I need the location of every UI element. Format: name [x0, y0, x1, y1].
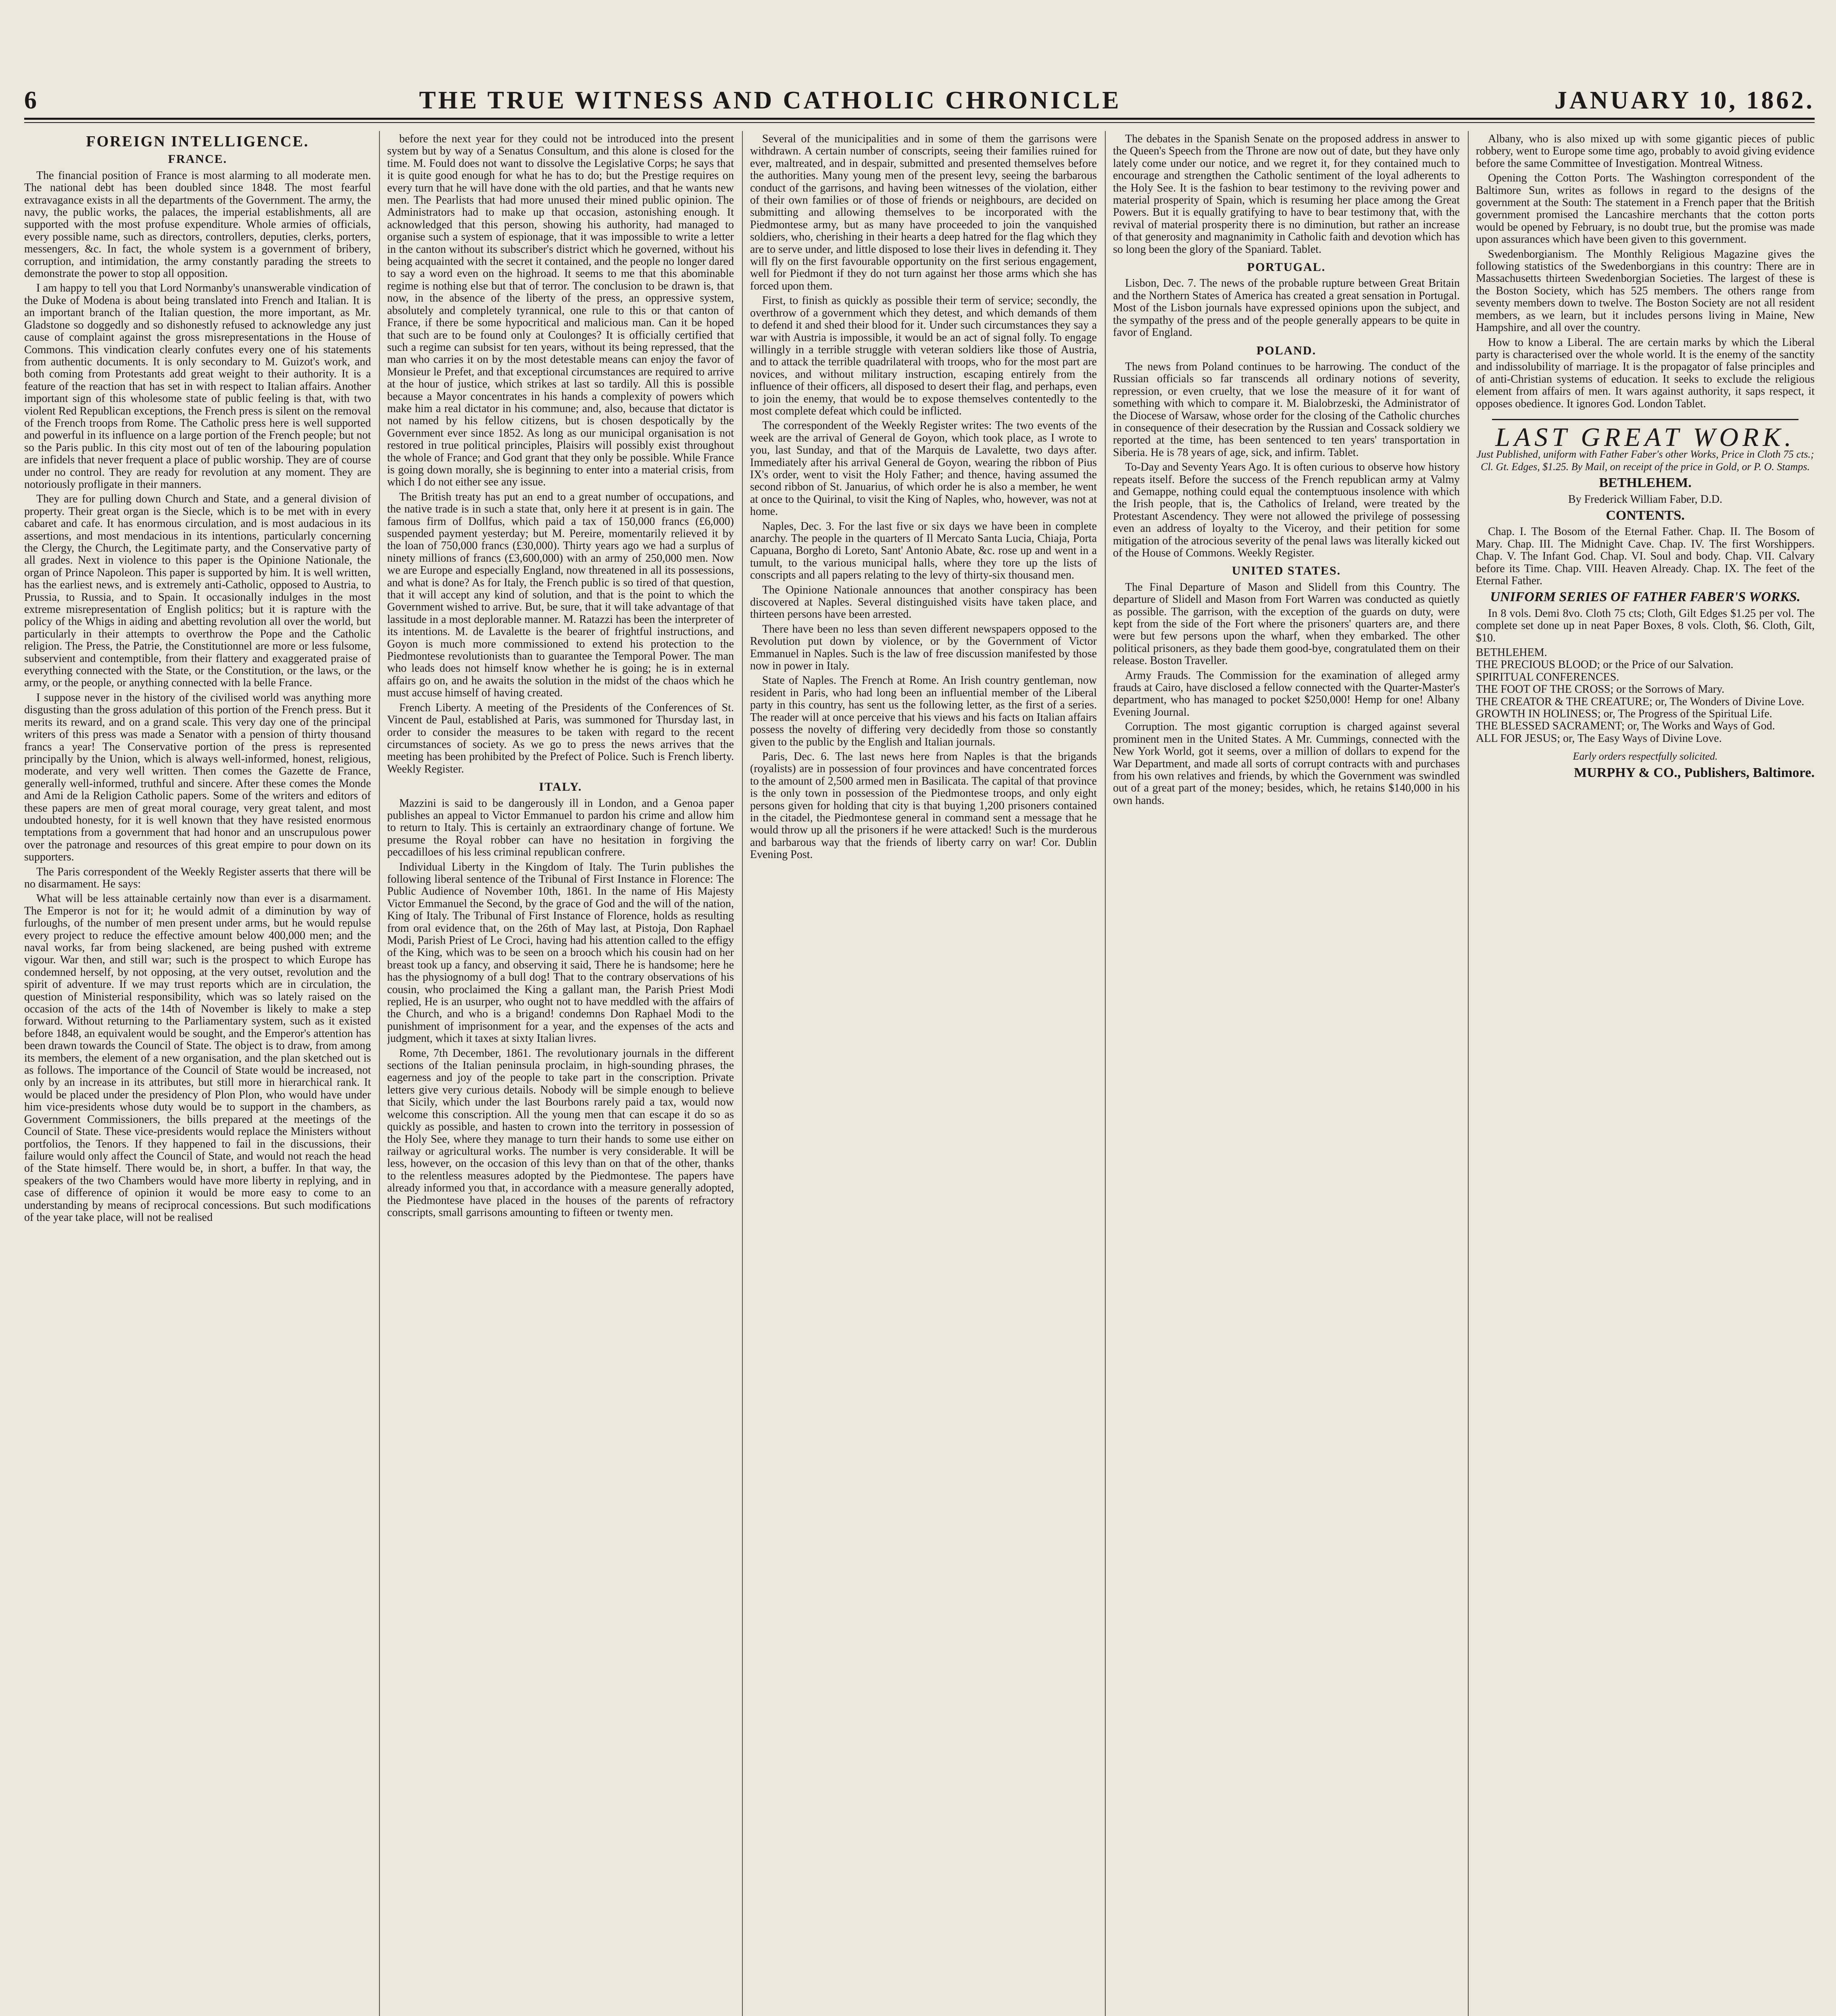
column-4 [1113, 133, 1460, 2016]
subheading-portugal: PORTUGAL. [1247, 260, 1326, 274]
subheading-italy: ITALY. [539, 780, 582, 794]
ad-contents-title: CONTENTS. [1606, 508, 1685, 523]
article-paragraph: Swedenborgianism. The Monthly Religious Magazine gives the following statistics of the Swedenborgians in this country: There are in Massachusetts thirteen Swedenborgian Societies. The largest of these is the Boston Society, which has 525 members. The others range from seventy members down to twelve. The Boston Society are not all resident members, as we learn, but it includes persons living in Maine, New Hampshire, and all over the country. [1476, 248, 1815, 334]
article-paragraph: Several of the municipalities and in some of them the garrisons were withdrawn. A certain number of conscripts, seeing their families ruined for ever, maltreated, and in despair, submitted and presented themselves before the authorities. Many young men of the present levy, seeing the barbarous conduct of the garrisons, and having been witnesses of the violation, either of their own families or of those of friends or neighbours, are decided on submitting and allowing themselves to be incorporated with the Piedmontese army, but as many have proceeded to join the vanquished soldiers, who, cherishing in their hearts a deep hatred for the flag which they are to serve under, and little disposed to lose their lives in defending it. They will fly on the first favourable opportunity on the first serious engagement, well for Piedmont if they do not turn against her those arms which she has forced upon them. [750, 133, 1097, 292]
masthead-rule [24, 118, 1815, 120]
column-divider [742, 131, 743, 2016]
ad-footer-note: Early orders respectfully solicited. [1573, 750, 1718, 762]
advertisement-rule [1492, 419, 1798, 420]
section-heading-foreign: FOREIGN INTELLIGENCE. [86, 133, 309, 150]
masthead-rule-thin [24, 122, 1815, 123]
subheading-france: FRANCE. [168, 152, 227, 166]
ad-series-text: In 8 vols. Demi 8vo. Cloth 75 cts; Cloth, Gilt Edges $1.25 per vol. The complete set done up in neat Paper Boxes, 8 vols. Cloth, $6. Cloth, Gilt, $10. [1476, 607, 1815, 644]
article-paragraph: What will be less attainable certainly now than ever is a disarmament. The Emperor is not for it; he would admit of a diminution by way of furloughs, of the number of men present under arms, but he would repulse every project to reduce the effective amount below 400,000 men; and the naval works, far from being slackened, are being pushed with extreme vigour. War then, and still war; such is the prospect to which Europe has condemned herself, by not opposing, at the very outset, revolution and the spirit of adventure. If we may trust reports which are in circulation, the question of Ministerial responsibility, which was so lately raised on the occasion of the acts of the 14th of November is likely to make a step forward. Without returning to the Parliamentary system, such as it existed before 1848, an equivalent would be sought, and the Emperor's attention has been drawn towards the Council of State. The object is to draw, from among its members, the element of a new organisation, and the plan sketched out is as follows. The importance of the Council of State would be increased, not only by an increase in its attributes, but still more in hierarchical rank. It would be placed under the presidency of Plon Plon, who would have under him vice-presidents whose duty would be to support in the chambers, as Government Commissioners, the bills prepared at the meetings of the Council of State. These vice-presidents would replace the Ministers without portfolios, the Tenors. If they happened to fail in the discussions, their failure would only affect the Council of State, and would not reach the head of the State himself. There would be, in short, a buffer. In that way, the speakers of the two Chambers would have more liberty in replying, and in case of difference of opinion it would be more easy to come to an understanding by means of reciprocal concessions. But such modifications of the year take place, will not be realised [24, 892, 371, 1224]
column-divider [1468, 131, 1469, 2016]
article-paragraph: Paris, Dec. 6. The last news here from Naples is that the brigands (royalists) are in possession of four provinces and have concentrated forces to the amount of 2,500 armed men in Basilicata. The capital of that province is the only town in possession of the Piedmontese troops, and only eight persons given for holding that city is that buying 1,200 prisoners contained in the citadel, the Piedmontese general in command sent a message that he would throw up all the prisoners if he were attacked! Such is the murderous and barbarous way that the friends of liberty carry on war! Cor. Dublin Evening Post. [750, 750, 1097, 861]
ad-work-item: SPIRITUAL CONFERENCES. [1476, 671, 1619, 683]
article-paragraph: Individual Liberty in the Kingdom of Italy. The Turin publishes the following liberal sentence of the Tribunal of First Instance in Florence: The Public Audience of November 10th, 1861. In the name of His Majesty Victor Emmanuel the Second, by the grace of God and the will of the nation, King of Italy. The Tribunal of First Instance of Florence, holds as resulting from oral evidence that, on the 26th of May last, at Pistoja, Don Raphael Modi, Parish Priest of Le Croci, having had his attention called to the effigy of the King, which was to be seen on a brooch which his cousin had on her breast took up a fancy, and observing it said, There he is handsome; here he has the physiognomy of a bull dog! That to the contrary observations of his cousin, who proclaimed the King a gallant man, the Parish Priest Modi replied, He is an usurper, who ought not to have meddled with the affairs of the Church, and who is a brigand! condemns Don Raphael Modi to the punishment of imprisonment for a year, and the expenses of the acts and judgment, which it taxes at sixty Italian livres. [387, 860, 734, 1045]
ad-work-item: ALL FOR JESUS; or, The Easy Ways of Divine Love. [1476, 732, 1722, 745]
masthead [24, 87, 1815, 115]
column-5 [1476, 133, 1815, 2016]
column-2 [387, 133, 734, 2016]
ad-work-item: THE PRECIOUS BLOOD; or the Price of our Salvation. [1476, 658, 1734, 671]
article-paragraph: Naples, Dec. 3. For the last five or six days we have been in complete anarchy. The people in the quarters of Il Mercato Santa Lucia, Chiaja, Porta Capuana, Borgho di Loreto, Sant' Antonio Abate, &c. rose up and went in a tumult, to the various municipal halls, where they tore up the lists of conscripts and all papers relating to the levy of thirty-six thousand men. [750, 520, 1097, 582]
article-paragraph: Albany, who is also mixed up with some gigantic pieces of public robbery, went to Europe some time ago, probably to avoid giving evidence before the same Committee of Investigation. Montreal Witness. [1476, 133, 1815, 170]
ad-work-item: BETHLEHEM. [1476, 646, 1547, 659]
ad-work-item: GROWTH IN HOLINESS; or, The Progress of the Spiritual Life. [1476, 708, 1772, 721]
article-paragraph: First, to finish as quickly as possible their term of service; secondly, the overthrow of a government which they detest, and which demands of them to defend it and shed their blood for it. Under such circumstances they say a war with Austria is impossible, it would be an act of signal folly. To engage willingly in a terrible struggle with veteran soldiers like those of Austria, and to attack the terrible quadrilateral with troops, who for the most part are novices, and without military instruction, escaping entirely from the influence of their officers, all disposed to desert their flag, and perhaps, even to join the enemy, that would be to expose themselves contentedly to the most complete defeat which could be inflicted. [750, 294, 1097, 417]
ad-author: By Frederick William Faber, D.D. [1568, 493, 1723, 506]
ad-work-item: THE BLESSED SACRAMENT; or, The Works and Ways of God. [1476, 720, 1775, 733]
article-paragraph: Lisbon, Dec. 7. The news of the probable rupture between Great Britain and the Northern States of America has created a great sensation in Portugal. Most of the Lisbon journals have expressed opinions upon the subject, and the sympathy of the press and of the people generally appears to be quite in favor of England. [1113, 277, 1460, 339]
article-paragraph: Rome, 7th December, 1861. The revolutionary journals in the different sections of the Italian peninsula proclaim, in high-sounding phrases, the eagerness and joy of the people to take part in the conscription. Private letters give very curious details. Nobody will be simple enough to believe that Sicily, which under the last Bourbons rarely paid a tax, would now welcome this conscription. All the young men that can escape it do so as quickly as possible, and hasten to crown into the territory in possession of the Holy See, where they manage to turn their hands to some use either on railway or agricultural works. The number is very considerable. It will be less, however, on the occasion of this levy than on that of the other, thanks to the relentless measures adopted by the Piedmontese. The papers have already informed you that, in accordance with a measure generally adopted, the Piedmontese have placed in the houses of the parents of refractory conscripts, small garrisons amounting to fifteen or twenty men. [387, 1047, 734, 1219]
ad-contents: Chap. I. The Bosom of the Eternal Father. Chap. II. The Bosom of Mary. Chap. III. The Midnight Cave. Chap. IV. The first Worshippers. Chap. V. The Infant God. Chap. VI. Soul and body. Chap. VII. Calvary before its Time. Chap. VIII. Heaven Already. Chap. IX. The feet of the Eternal Father. [1476, 525, 1815, 587]
ad-series-title: UNIFORM SERIES OF FATHER FABER'S WORKS. [1490, 589, 1801, 605]
article-paragraph: The financial position of France is most alarming to all moderate men. The national debt has been doubled since 1848. The most fearful extravagance exists in all the departments of the Government. The army, the navy, the public works, the palaces, the imperial establishments, all are supported with the most profuse expenditure. Whole armies of officials, every possible name, such as directors, controllers, deputies, clerks, porters, messengers, &c. In fact, the whole system is a government of bribery, corruption, and intimidation, the army constantly parading the streets to demonstrate the power to stop all opposition. [24, 169, 371, 280]
article-paragraph: Mazzini is said to be dangerously ill in London, and a Genoa paper publishes an appeal to Victor Emmanuel to pardon his crime and allow him to return to Italy. This is certainly an extraordinary change of fortune. We presume the Royal robber can have no hesitation in forgiving the peccadilloes of his less criminal republican confrere. [387, 797, 734, 859]
article-paragraph: The Final Departure of Mason and Slidell from this Country. The departure of Slidell and Mason from Fort Warren was conducted as quietly as possible. The garrison, with the exception of the guards on duty, were kept from the side of the Fort where the prisoners' quarters are, and there were but few persons upon the wharf, when they embarked. The other political prisoners, as they bade them good-bye, congratulated them on their release. Boston Traveller. [1113, 581, 1460, 667]
article-paragraph: before the next year for they could not be introduced into the present system but by way of a Senatus Consultum, and this alone is closed for the time. M. Fould does not want to dissolve the Legislative Corps; he says that it is quite good enough for what he has to do; but the Prestige requires on every turn that he will have done with the old parties, and that he wants new men. The Pearlists that had more unused their mined public opinion. The Administrators had to make up that occasion, astonishing enough. It acknowledged that this person, showing his authority, had managed to organise such a system of espionage, that it was impossible to write a letter in the canton without its subscriber's district which he governed, without his being acquainted with the secret it contained, and the people no longer dared to say a word even on the highroad. It seems to me that this abominable regime is nothing else but that of terror. The conclusion to be drawn is, that now, in the absence of the liberty of the press, an oppressive system, absolutely and completely tyrannical, one rule to this or that canton of France, if there be some hypocritical and malicious man. Can it be hoped that such are to be found only at Coulonges? It is officially certified that such a regime can subsist for ten years, without its being repressed, that the man who carries it on by the most detestable means can enjoy the favor of Monsieur le Prefet, and that exceptional circumstances are required to arrive at the hour of justice, which strikes at last so tardily. All this is possible because a Mayor concentrates in his hands a complexity of powers which make him a real dictator in his commune; and, also, because that dictator is not named by his fellow citizens, but is chosen despotically by the Government ever since 1852. As long as our municipal organisation is not restored in true political principles, Plaisirs will possibly exist throughout the whole of France; and God grant that they only be possible. While France is going down morally, she is beginning to enter into a material crisis, from which I do not either see any issue. [387, 133, 734, 489]
ad-book-title: BETHLEHEM. [1599, 475, 1692, 491]
article-paragraph: I suppose never in the history of the civilised world was anything more disgusting than the gross adulation of this portion of the French press. But it merits its reward, and on a grand scale. This very day one of the principal writers of this press was made a Senator with a pension of thirty thousand francs a year! The Conservative portion of the press is represented principally by the Union, which is always well-informed, honest, religious, moderate, and very well written. Then comes the Gazette de France, generally well-informed, truthful and sincere. After these comes the Monde and Ami de la Religion Catholic papers. Some of the writers and editors of these papers are men of great moral courage, very great talent, and most undoubted honesty, for it is well known that they have resisted enormous temptations from a government that had honor and an unscrupulous power over the patronage and resources of this great empire to pour down on its supporters. [24, 691, 371, 864]
column-1 [24, 133, 371, 2016]
ad-work-item: THE FOOT OF THE CROSS; or the Sorrows of Mary. [1476, 683, 1725, 696]
article-paragraph: Army Frauds. The Commission for the examination of alleged army frauds at Cairo, have disclosed a fellow connected with the Quarter-Master's department, who has managed to pocket $250,000! Hemp for one! Albany Evening Journal. [1113, 669, 1460, 719]
article-paragraph: The Opinione Nationale announces that another conspiracy has been discovered at Naples. Several distinguished visits have taken place, and thirteen persons have been arrested. [750, 583, 1097, 621]
article-paragraph: The British treaty has put an end to a great number of occupations, and the native trade is in such a state that, only here it at present is in gain. The famous firm of Dollfus, which paid a tax of 150,000 francs (£6,000) suspended payment yesterday; but M. Pereire, momentarily relieved it by the loan of 750,000 francs (£30,000). Thirty years ago we had a surplus of ninety millions of francs (£3,600,000) with an army of 250,000 men. Now we are Europe and especially England, now threatened in all its possessions, and what is done? As for Italy, the French public is so tired of that question, that it will accept any kind of solution, and that is the point to which the Government wished to arrive. But, be sure, that it will take advantage of that lassitude in a most deplorable manner. M. Ratazzi has been the interpreter of its intentions. M. de Lavalette is the bearer of frightful instructions, and Goyon is much more commissioned to extend his protection to the Piedmontese revolutionists than to guarantee the Temporal Power. The man who leads does not himself know whether he is going; he is in external affairs go on, and he awaits the solution in the midst of the chaos which he must accuse himself of having created. [387, 490, 734, 700]
article-paragraph: The debates in the Spanish Senate on the proposed address in answer to the Queen's Speech from the Throne are now out of date, but they have only lately come under our notice, and we regret it, for they contained much to encourage and strengthen the Catholic sentiment of the loyal adherents to the Holy See. It is the fashion to bear testimony to the reviving power and material prosperity of Spain, which is resuming her place among the Great Powers. But it is equally gratifying to have to bear testimony that, with the revival of material prosperity there is no diminution, but rather an increase of that generosity and magnanimity in Catholic faith and devotion which has so long been the glory of the Spaniard. Tablet. [1113, 133, 1460, 256]
newspaper-title: THE TRUE WITNESS AND CATHOLIC CHRONICLE [419, 87, 1121, 114]
column-divider [1105, 131, 1106, 2016]
article-paragraph: State of Naples. The French at Rome. An Irish country gentleman, now resident in Paris, who had long been an influential member of the Liberal party in this country, has sent us the following letter, as the first of a series. The reader will at once perceive that his views and his facts on Italian affairs possess the novelty of differing very decidedly from those so constantly given to the public by the English and Italian journals. [750, 674, 1097, 748]
column-3 [750, 133, 1097, 2016]
article-paragraph: To-Day and Seventy Years Ago. It is often curious to observe how history repeats itself. Before the success of the French republican army at Valmy and Gemappe, nothing could equal the contemptuous insolence with which the Irish people, that is, the Catholics of Ireland, were treated by the Protestant Ascendency. They were not allowed the privilege of possessing even an address of loyalty to the Viceroy, and their petition for some mitigation of the atrocious severity of the penal laws was literally kicked out of the House of Commons. Weekly Register. [1113, 461, 1460, 559]
subheading-poland: POLAND. [1256, 344, 1317, 357]
article-paragraph: They are for pulling down Church and State, and a general division of property. Their great organ is the Siecle, which is to be met with in every cabaret and cafe. It has enormous circulation, and is most audacious in its assertions, and most mendacious in its intentions, particularly concerning the Clergy, the Church, the Legitimate party, and the Conservative party of all grades. Next in violence to this paper is the Opinione Nationale, the organ of Prince Napoleon. This paper is supported by him. It is well written, has the earliest news, and is extremely anti-Catholic, opposed to Austria, to Prussia, to Russia, and to Spain. It occasionally indulges in the most extreme misrepresentation of English politics; but it is rapture with the policy of the Whigs in aiding and abetting revolution all over the world, but particularly in their attempts to overthrow the Pope and the Catholic religion. The Press, the Patrie, the Constitutionnel are more or less fulsome, subservient and contemptible, from their flattery and exaggerated praise of everything connected with the State, or the Constitution, or the laws, or the army, or the people, or anything connected with la belle France. [24, 493, 371, 689]
ad-headline: LAST GREAT WORK. [1495, 422, 1795, 452]
issue-date: JANUARY 10, 1862. [1554, 87, 1815, 114]
article-paragraph: How to know a Liberal. The are certain marks by which the Liberal party is characterised over the whole world. It is the enemy of the sanctity and indissolubility of marriage. It is the propagator of false principles and of anti-Christian systems of education. It seeks to exclude the religious element from affairs of men. It wars against authority, it saps respect, it opposes obedience. It ignores God. London Tablet. [1476, 336, 1815, 410]
ad-works-list [1476, 647, 1815, 745]
article-paragraph: The Paris correspondent of the Weekly Register asserts that there will be no disarmament. He says: [24, 865, 371, 890]
ad-work-item: THE CREATOR & THE CREATURE; or, The Wonders of Divine Love. [1476, 695, 1805, 708]
article-paragraph: The news from Poland continues to be harrowing. The conduct of the Russian officials so far transcends all ordinary notions of severity, repression, or even cruelty, that we lose the measure of it for want of something with which to compare it. M. Bialobrzeski, the Administrator of the Diocese of Warsaw, whose order for the closing of the Catholic churches in consequence of their desecration by the Russian and Cossack soldiery we reported at the time, has been sentenced to ten years' transportation in Siberia. He is 78 years of age, sick, and infirm. Tablet. [1113, 360, 1460, 459]
column-divider [379, 131, 380, 2016]
page-number: 6 [24, 87, 39, 114]
advertisement-faber [1476, 422, 1815, 780]
article-paragraph: I am happy to tell you that Lord Normanby's unanswerable vindication of the Duke of Modena is about being translated into French and Italian. It is an important branch of the Italian question, the more important, as Mr. Gladstone so doggedly and so dishonestly refused to acknowledge any just cause of complaint against the gross misrepresentations in the House of Commons. This vindication clearly confutes every one of his statements from authentic documents. It is only secondary to M. Guizot's work, and both coming from Protestants add great weight to their authority. It is a feature of the reaction that has set in with respect to Italian affairs. Another important sign of this wholesome state of public feeling is that, with two violent Red Republican exceptions, the French press is silent on the removal of the French troops from Rome. The Catholic press here is well supported and powerful in its influence on a large portion of the French people; but not so the Paris public. In this city most out of ten of the labouring population are infidels that never frequent a place of public worship. They are of course under no control. They are ready for revolution at any moment. They are notoriously profligate in their manners. [24, 282, 371, 491]
article-paragraph: Opening the Cotton Ports. The Washington correspondent of the Baltimore Sun, writes as follows in regard to the designs of the government at the South: The statement in a French paper that the British government promised the Lancashire merchants that the cotton ports would be opened by February, is no doubt true, but the promise was made upon assurances which have been given to this government. [1476, 172, 1815, 246]
ad-publisher: MURPHY & CO., Publishers, Baltimore. [1574, 765, 1815, 780]
article-paragraph: The correspondent of the Weekly Register writes: The two events of the week are the arrival of General de Goyon, which took place, as I wrote to you, last Sunday, and that of the Marquis de Lavalette, two days after. Immediately after his arrival General de Goyon, wearing the ribbon of Pius IX's order, went to visit the Holy Father; and thence, having assumed the second ribbon of St. Januarius, of which order he is also a member, he went at once to the Quirinal, to visit the King of Naples, who, however, was not at home. [750, 419, 1097, 518]
subheading-united-states: UNITED STATES. [1232, 564, 1341, 578]
ad-intro: Just Published, uniform with Father Faber's other Works, Price in Cloth 75 cts.; Cl. Gt. Edges, $1.25. By Mail, on receipt of the price in Gold, or P. O. Stamps. [1476, 448, 1814, 473]
article-paragraph: French Liberty. A meeting of the Presidents of the Conferences of St. Vincent de Paul, established at Paris, was summoned for Thursday last, in order to consider the measures to be taken with regard to the recent circumstances of society. As we go to press the news arrives that the meeting has been prohibited by the Prefect of Police. Such is French liberty. Weekly Register. [387, 701, 734, 775]
article-paragraph: There have been no less than seven different newspapers opposed to the Revolution put down by violence, or by the Government of Victor Emmanuel in Naples. Such is the law of free discussion manifested by those now in power in Italy. [750, 623, 1097, 673]
article-paragraph: Corruption. The most gigantic corruption is charged against several prominent men in the United States. A Mr. Cummings, connected with the New York World, got it seems, over a million of dollars to expend for the War Department, and made all sorts of corrupt contracts with and purchases from his own relatives and friends, by which the Government was swindled out of a great part of the money; besides, which, he retains $140,000 in his own hands. [1113, 721, 1460, 807]
